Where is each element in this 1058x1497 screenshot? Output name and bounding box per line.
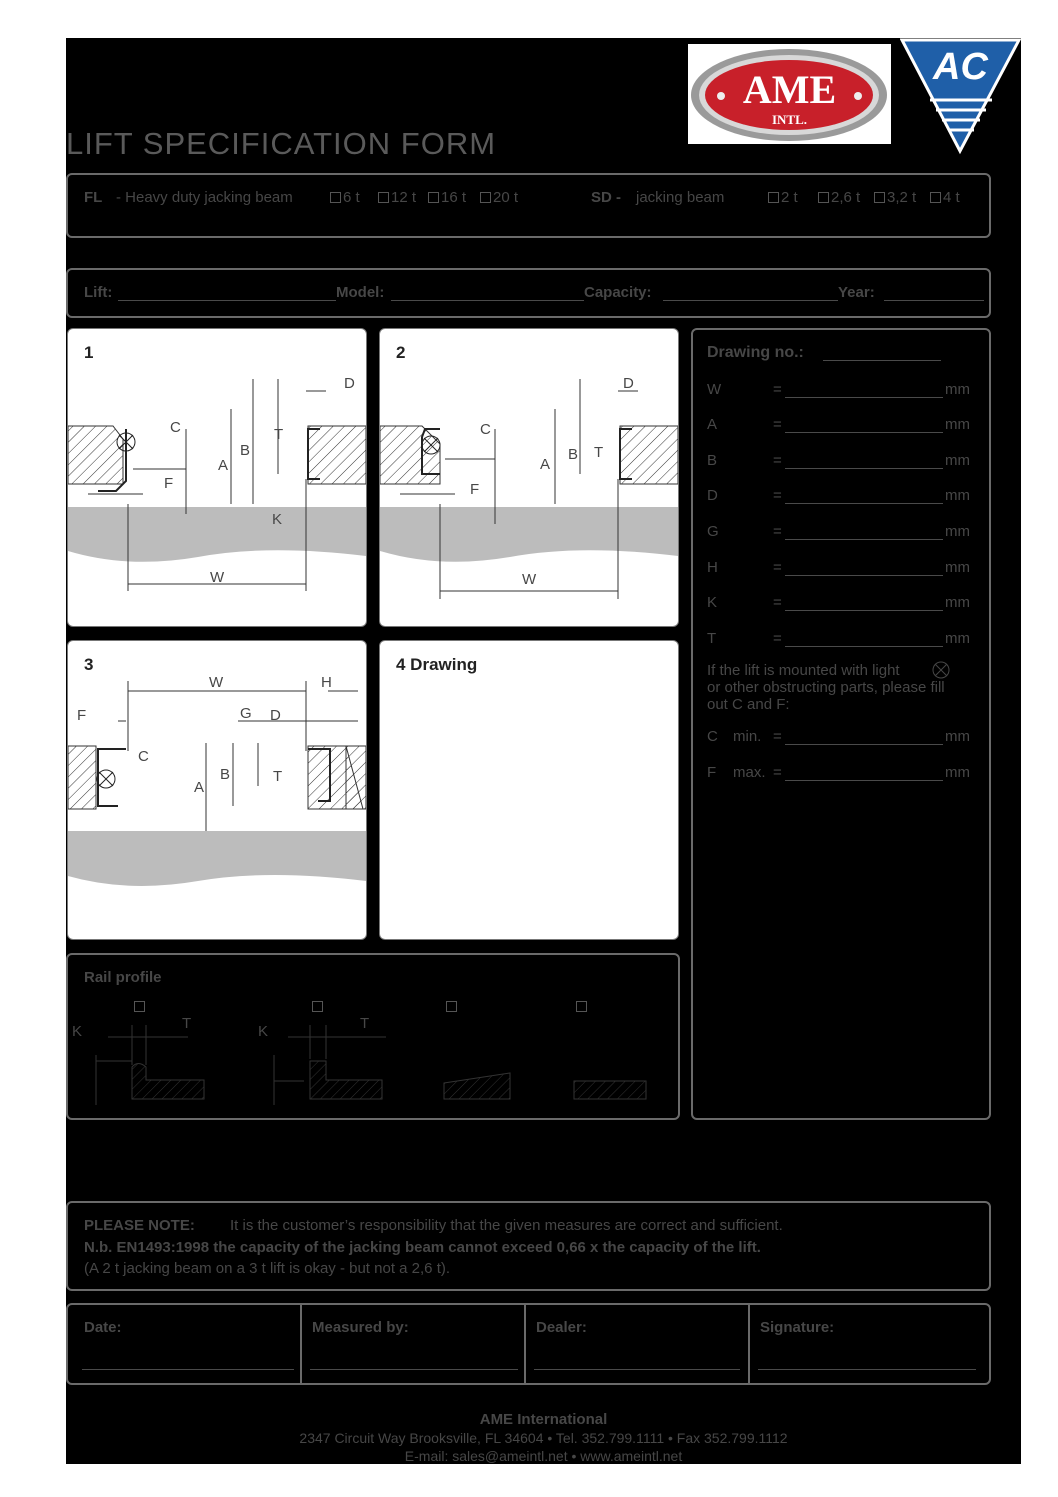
footer-company: AME International: [479, 1411, 608, 1428]
measure-row-c-min: [707, 728, 977, 748]
label-d: D: [270, 707, 281, 724]
unit-label: mm: [945, 559, 970, 576]
form-page: [66, 38, 1021, 1464]
footer-contact: E-mail: sales@ameintl.net • www.ameintl.net: [404, 1448, 683, 1464]
measured-by-cell: [302, 1305, 524, 1383]
drawing-no-field[interactable]: [823, 360, 941, 361]
label-t: T: [594, 444, 604, 461]
label-t: T: [274, 426, 284, 443]
equals-sign: =: [773, 452, 782, 469]
measure-row-f-max: [707, 764, 977, 784]
checkbox[interactable]: [874, 192, 885, 203]
measure-row-t: [707, 630, 977, 650]
label-b: B: [240, 442, 251, 459]
beam-type-box: [66, 173, 991, 238]
measure-field[interactable]: [785, 397, 943, 398]
ame-logo-text: AME: [742, 67, 837, 112]
dealer-field[interactable]: [534, 1369, 740, 1370]
sd-option-4t[interactable]: [930, 189, 960, 206]
measure-label: B: [707, 452, 718, 469]
page-title: LIFT SPECIFICATION FORM: [66, 126, 497, 161]
measure-field[interactable]: [785, 503, 943, 504]
qualifier-label: max.: [733, 764, 766, 781]
measured-by-field[interactable]: [310, 1369, 518, 1370]
measure-label: H: [707, 559, 718, 576]
checkbox[interactable]: [428, 192, 439, 203]
equals-sign: =: [773, 559, 782, 576]
signature-field[interactable]: [758, 1369, 976, 1370]
unit-label: mm: [945, 452, 970, 469]
measure-row-h: [707, 559, 977, 579]
signature-cell: [750, 1305, 987, 1383]
label-c: C: [138, 748, 149, 765]
label-a: A: [194, 779, 205, 796]
option-label: 12 t: [391, 189, 417, 206]
date-field[interactable]: [82, 1369, 294, 1370]
model-label: Model:: [336, 284, 385, 301]
model-field[interactable]: [391, 300, 584, 301]
ac-logo: [900, 38, 1021, 155]
fl-label: - Heavy duty jacking beam: [116, 189, 293, 206]
fl-option-12t[interactable]: [378, 189, 416, 206]
capacity-label: Capacity:: [584, 284, 652, 301]
unit-label: mm: [945, 594, 970, 611]
checkbox[interactable]: [330, 192, 341, 203]
equals-sign: =: [773, 764, 782, 781]
panel-number: 2: [396, 343, 406, 362]
dealer-cell: [526, 1305, 748, 1383]
please-note-text: It is the customer’s responsibility that the given measures are correct and sufficient.: [230, 1217, 783, 1234]
drawing-panel-4[interactable]: [379, 640, 679, 940]
measure-row-g: [707, 523, 977, 543]
capacity-field[interactable]: [663, 300, 838, 301]
option-label: 4 t: [943, 189, 960, 206]
lift-field[interactable]: [118, 300, 336, 301]
measurements-box: [691, 328, 991, 1120]
measure-row-b: [707, 452, 977, 472]
measure-row-k: [707, 594, 977, 614]
drawing-no-label: Drawing no.:: [707, 344, 804, 361]
label-f: F: [77, 707, 87, 724]
sd-option-3-2t[interactable]: [874, 189, 916, 206]
option-label: 3,2 t: [887, 189, 917, 206]
measure-field[interactable]: [785, 646, 943, 647]
equals-sign: =: [773, 630, 782, 647]
equals-sign: =: [773, 381, 782, 398]
label-f: F: [164, 475, 174, 492]
panel-title: 4 Drawing: [396, 655, 478, 674]
measure-field[interactable]: [785, 468, 943, 469]
option-label: 2 t: [781, 189, 798, 206]
diagram-panel-3: [67, 640, 367, 940]
diagram-panel-2: [379, 328, 679, 627]
measure-field[interactable]: [785, 780, 943, 781]
label-b: B: [568, 446, 579, 463]
equals-sign: =: [773, 416, 782, 433]
equals-sign: =: [773, 487, 782, 504]
sd-code: SD -: [591, 189, 621, 206]
checkbox[interactable]: [818, 192, 829, 203]
rail-profile-title: Rail profile: [84, 969, 162, 986]
year-label: Year:: [838, 284, 875, 301]
rail-label-k: K: [258, 1023, 269, 1040]
label-d: D: [623, 375, 634, 392]
light-symbol-icon: [931, 660, 951, 680]
measure-field[interactable]: [785, 432, 943, 433]
label-h: H: [321, 674, 332, 691]
label-w: W: [210, 569, 225, 586]
label-g: G: [240, 705, 252, 722]
label-c: C: [170, 419, 181, 436]
option-label: 6 t: [343, 189, 360, 206]
year-field[interactable]: [884, 300, 984, 301]
qualifier-label: min.: [733, 728, 762, 745]
measure-label: A: [707, 416, 718, 433]
unit-label: mm: [945, 523, 970, 540]
checkbox[interactable]: [930, 192, 941, 203]
checkbox[interactable]: [378, 192, 389, 203]
signature-label: Signature:: [760, 1319, 835, 1336]
measure-label: K: [707, 594, 718, 611]
rail-label-t: T: [182, 1015, 192, 1032]
please-note-label: PLEASE NOTE:: [84, 1217, 195, 1234]
rail-label-t: T: [360, 1015, 370, 1032]
measure-field[interactable]: [785, 744, 943, 745]
fl-code: FL: [84, 189, 103, 206]
label-w: W: [522, 571, 537, 588]
standard-note: N.b. EN1493:1998 the capacity of the jacking beam cannot exceed 0,66 x the capacity of the lift.: [84, 1239, 761, 1256]
footer-address: 2347 Circuit Way Brooksville, FL 34604 • Tel. 352.799.1111 • Fax 352.799.1112: [299, 1430, 788, 1446]
unit-label: mm: [945, 630, 970, 647]
lift-label: Lift:: [84, 284, 113, 301]
fl-option-6t[interactable]: [330, 189, 360, 206]
unit-label: mm: [945, 487, 970, 504]
option-label: 2,6 t: [831, 189, 861, 206]
signature-box: [66, 1303, 991, 1385]
measure-row-w: [707, 381, 977, 401]
panel-number: 1: [84, 343, 94, 362]
unit-label: mm: [945, 728, 970, 745]
ac-logo-text: AC: [933, 46, 988, 88]
measure-row-a: [707, 416, 977, 436]
measure-field[interactable]: [785, 575, 943, 576]
panel-number: 3: [84, 655, 94, 674]
label-c: C: [480, 421, 491, 438]
obstruction-note-2: or other obstructing parts, please fill: [707, 679, 945, 696]
sd-option-2t[interactable]: [768, 189, 798, 206]
label-t: T: [273, 768, 283, 785]
lift-info-box: [66, 268, 991, 318]
unit-label: mm: [945, 416, 970, 433]
measure-label: F: [707, 764, 717, 781]
diagram-panel-1: [67, 328, 367, 627]
date-label: Date:: [84, 1319, 122, 1336]
checkbox[interactable]: [480, 192, 491, 203]
measured-by-label: Measured by:: [312, 1319, 409, 1336]
measure-label: W: [707, 381, 722, 398]
please-note-box: [66, 1201, 991, 1291]
measure-label: T: [707, 630, 717, 647]
label-a: A: [540, 456, 551, 473]
label-b: B: [220, 766, 231, 783]
measure-label: C: [707, 728, 718, 745]
equals-sign: =: [773, 523, 782, 540]
label-w: W: [209, 674, 224, 691]
option-label: 16 t: [441, 189, 467, 206]
unit-label: mm: [945, 764, 970, 781]
ame-logo: [688, 44, 891, 144]
equals-sign: =: [773, 728, 782, 745]
rail-label-k: K: [72, 1023, 83, 1040]
example-note: (A 2 t jacking beam on a 3 t lift is okay - but not a 2,6 t).: [84, 1260, 451, 1277]
unit-label: mm: [945, 381, 970, 398]
obstruction-note-1: If the lift is mounted with light: [707, 662, 900, 679]
date-cell: [68, 1305, 300, 1383]
label-a: A: [218, 457, 229, 474]
ame-logo-subtext: INTL.: [771, 112, 808, 127]
rail-profile-box: [66, 953, 680, 1120]
label-d: D: [344, 375, 355, 392]
obstruction-note-3: out C and F:: [707, 696, 790, 713]
fl-option-20t[interactable]: [480, 189, 518, 206]
measure-field[interactable]: [785, 610, 943, 611]
measure-field[interactable]: [785, 539, 943, 540]
dealer-label: Dealer:: [536, 1319, 587, 1336]
label-k: K: [272, 511, 283, 528]
sd-label: jacking beam: [636, 189, 725, 206]
measure-label: G: [707, 523, 719, 540]
option-label: 20 t: [493, 189, 519, 206]
rail-profiles-drawing: [68, 955, 678, 1118]
equals-sign: =: [773, 594, 782, 611]
sd-option-2-6t[interactable]: [818, 189, 860, 206]
measure-row-d: [707, 487, 977, 507]
fl-option-16t[interactable]: [428, 189, 466, 206]
measure-label: D: [707, 487, 718, 504]
label-f: F: [470, 481, 480, 498]
checkbox[interactable]: [768, 192, 779, 203]
